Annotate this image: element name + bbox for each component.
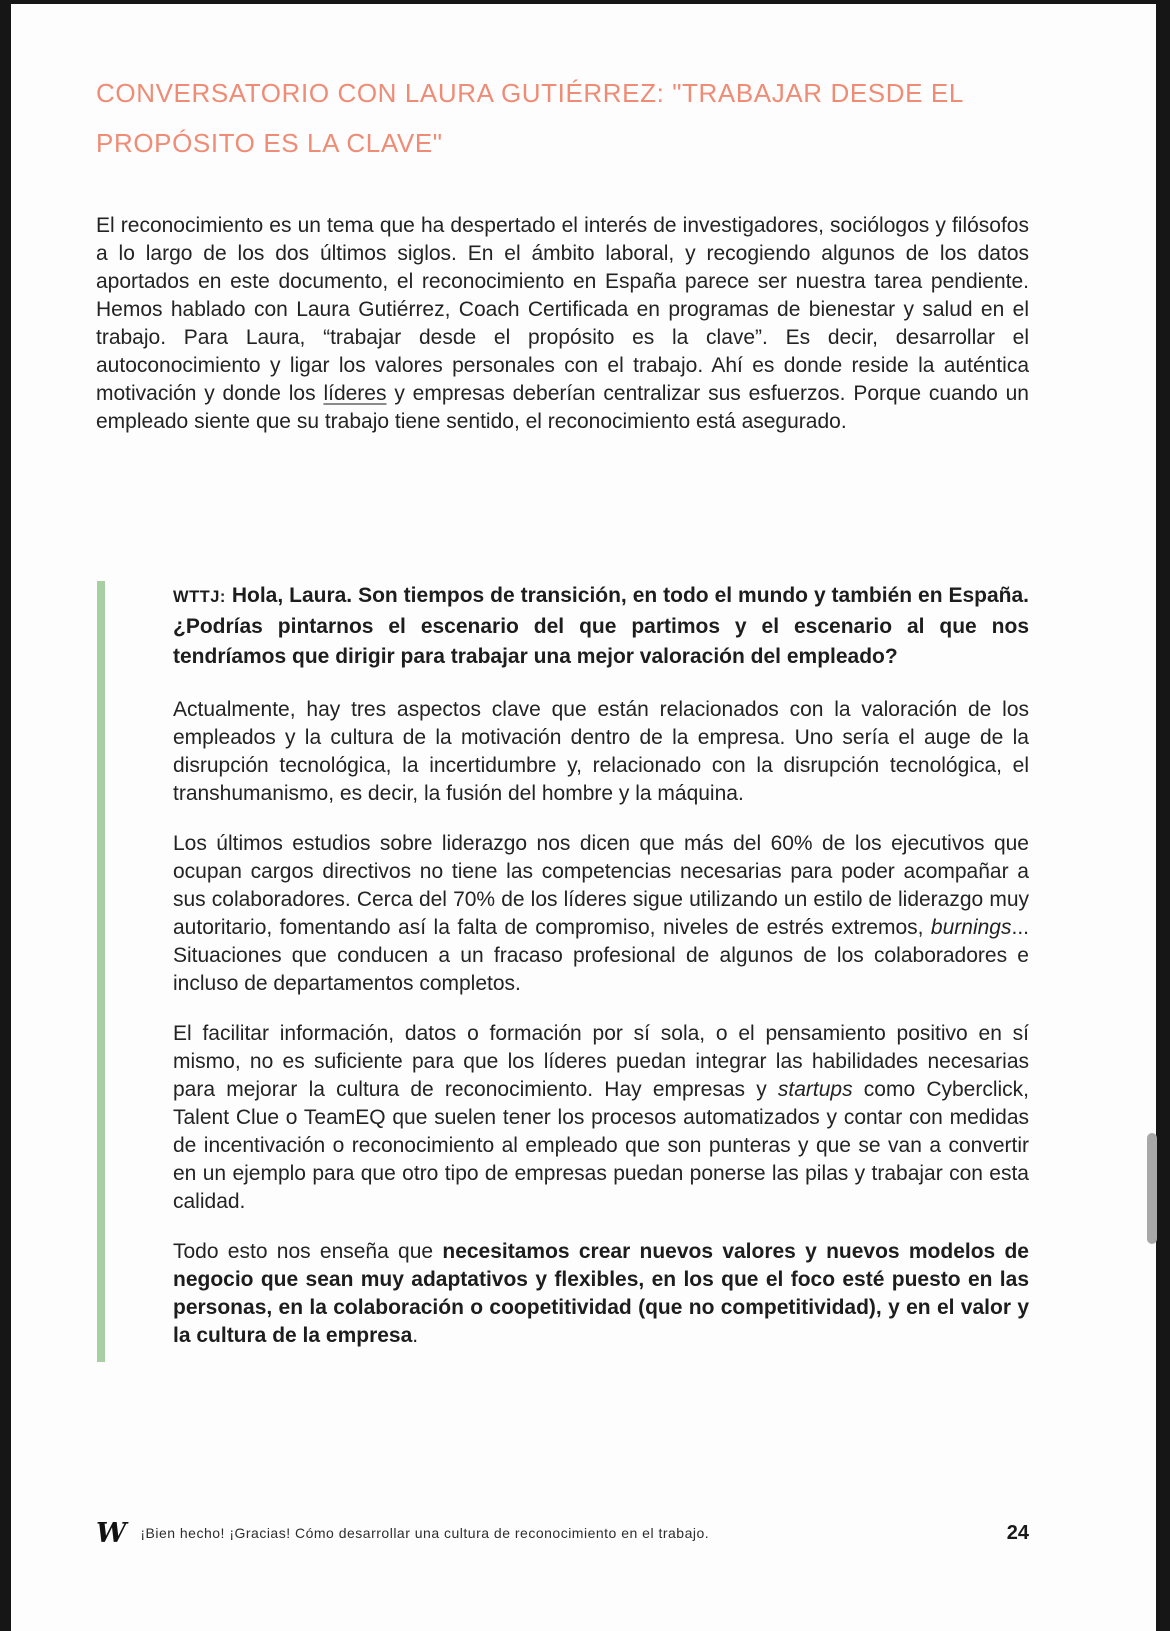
answer-4-text-after: . — [412, 1324, 419, 1347]
footer-caption: ¡Bien hecho! ¡Gracias! Cómo desarrollar una cultura de reconocimiento en el trabajo. — [140, 1525, 710, 1541]
intro-text-before-link: El reconocimiento es un tema que ha despertado el interés de investigadores, sociólogos y filósofos a lo largo de los dos últimos siglos. En el ámbito laboral, y recogiendo algunos de los datos aportados en este documento, el reconocimiento en España parece ser nuestra tarea pendiente. Hemos hablado con Laura Gutiérrez, Coach Certificada en programas de bienestar y salud en el trabajo. Para Laura, “trabajar desde el propósito es la clave”. Es decir, desarrollar el autoconocimiento y ligar los valores personales con el trabajo. Ahí es donde reside la auténtica motivación y donde los — [96, 214, 1029, 405]
answer-paragraph-2 — [173, 830, 1029, 998]
answer-4-text: Todo esto nos enseña que — [173, 1240, 443, 1263]
answer-2-italic-term: burnings — [930, 916, 1012, 939]
document-page — [11, 4, 1156, 1631]
interviewer-label: WTTJ: — [173, 588, 226, 606]
answer-3-text-after: como Cyberclick, Talent Clue o TeamEQ que suelen tener los procesos automatizados y contar con medidas de incentivación o reconocimiento al empleado que son punteras y que se van a convertir en un ejemplo para que otro tipo de empresas puedan ponerse las pilas y trabajar con esta calidad. — [173, 1078, 1030, 1213]
answer-3-text: El facilitar información, datos o formación por sí sola, o el pensamiento positivo en sí mismo, no es suficiente para que los líderes puedan integrar las habilidades necesarias para mejorar la cultura de reconocimiento. Hay empresas y — [173, 1022, 1029, 1101]
lideres-link[interactable]: líderes — [323, 382, 387, 405]
answer-paragraph-1: Actualmente, hay tres aspectos clave que están relacionados con la valoración de los empleados y la cultura de la motivación dentro de la empresa. Uno sería el auge de la disrupción tecnológica, la incertidumbre y, relacionado con la disrupción tecnológica, el transhumanismo, es decir, la fusión del hombre y la máquina. — [173, 698, 1029, 805]
page-footer — [96, 1516, 1029, 1550]
answer-3-italic-term: startups — [777, 1078, 853, 1101]
page-title-line-1: CONVERSATORIO CON LAURA GUTIÉRREZ: "TRABAJAR DESDE EL — [96, 78, 964, 108]
interview-quote-block — [97, 581, 1029, 1362]
answer-4-bold-statement: necesitamos crear nuevos valores y nuevos modelos de negocio que sean muy adaptativos y flexibles, en los que el foco esté puesto en las personas, en la colaboración o coopetitividad (que no competitividad), y en el valor y la cultura de la empresa — [173, 1240, 1029, 1347]
page-number: 24 — [1006, 1521, 1029, 1544]
interview-question — [173, 581, 1029, 672]
intro-paragraph — [96, 212, 1029, 436]
interview-question-text: Hola, Laura. Son tiempos de transición, en todo el mundo y también en España. ¿Podrías pintarnos el escenario del que partimos y el escenario al que nos tendríamos que dirigir para trabajar una mejor valoración del empleado? — [173, 584, 1029, 668]
answer-paragraph-3 — [173, 1020, 1029, 1216]
wttj-logo-icon: W — [96, 1517, 127, 1549]
answer-paragraph-4 — [173, 1238, 1029, 1350]
page-title — [96, 68, 1051, 168]
answer-2-text-after: ... Situaciones que conducen a un fracaso profesional de algunos de los colaboradores e incluso de departamentos completos. — [173, 916, 1029, 995]
scrollbar-thumb[interactable] — [1147, 1133, 1157, 1244]
page-title-line-2: PROPÓSITO ES LA CLAVE" — [96, 128, 443, 158]
intro-text-after-link: y empresas deberían centralizar sus esfuerzos. Porque cuando un empleado siente que su trabajo tiene sentido, el reconocimiento está asegurado. — [96, 382, 1029, 433]
answer-2-text: Los últimos estudios sobre liderazgo nos dicen que más del 60% de los ejecutivos que ocupan cargos directivos no tiene las competencias necesarias para poder acompañar a sus colaboradores. Cerca del 70% de los líderes sigue utilizando un estilo de liderazgo muy autoritario, fomentando así la falta de compromiso, niveles de estrés extremos, — [173, 832, 1029, 939]
